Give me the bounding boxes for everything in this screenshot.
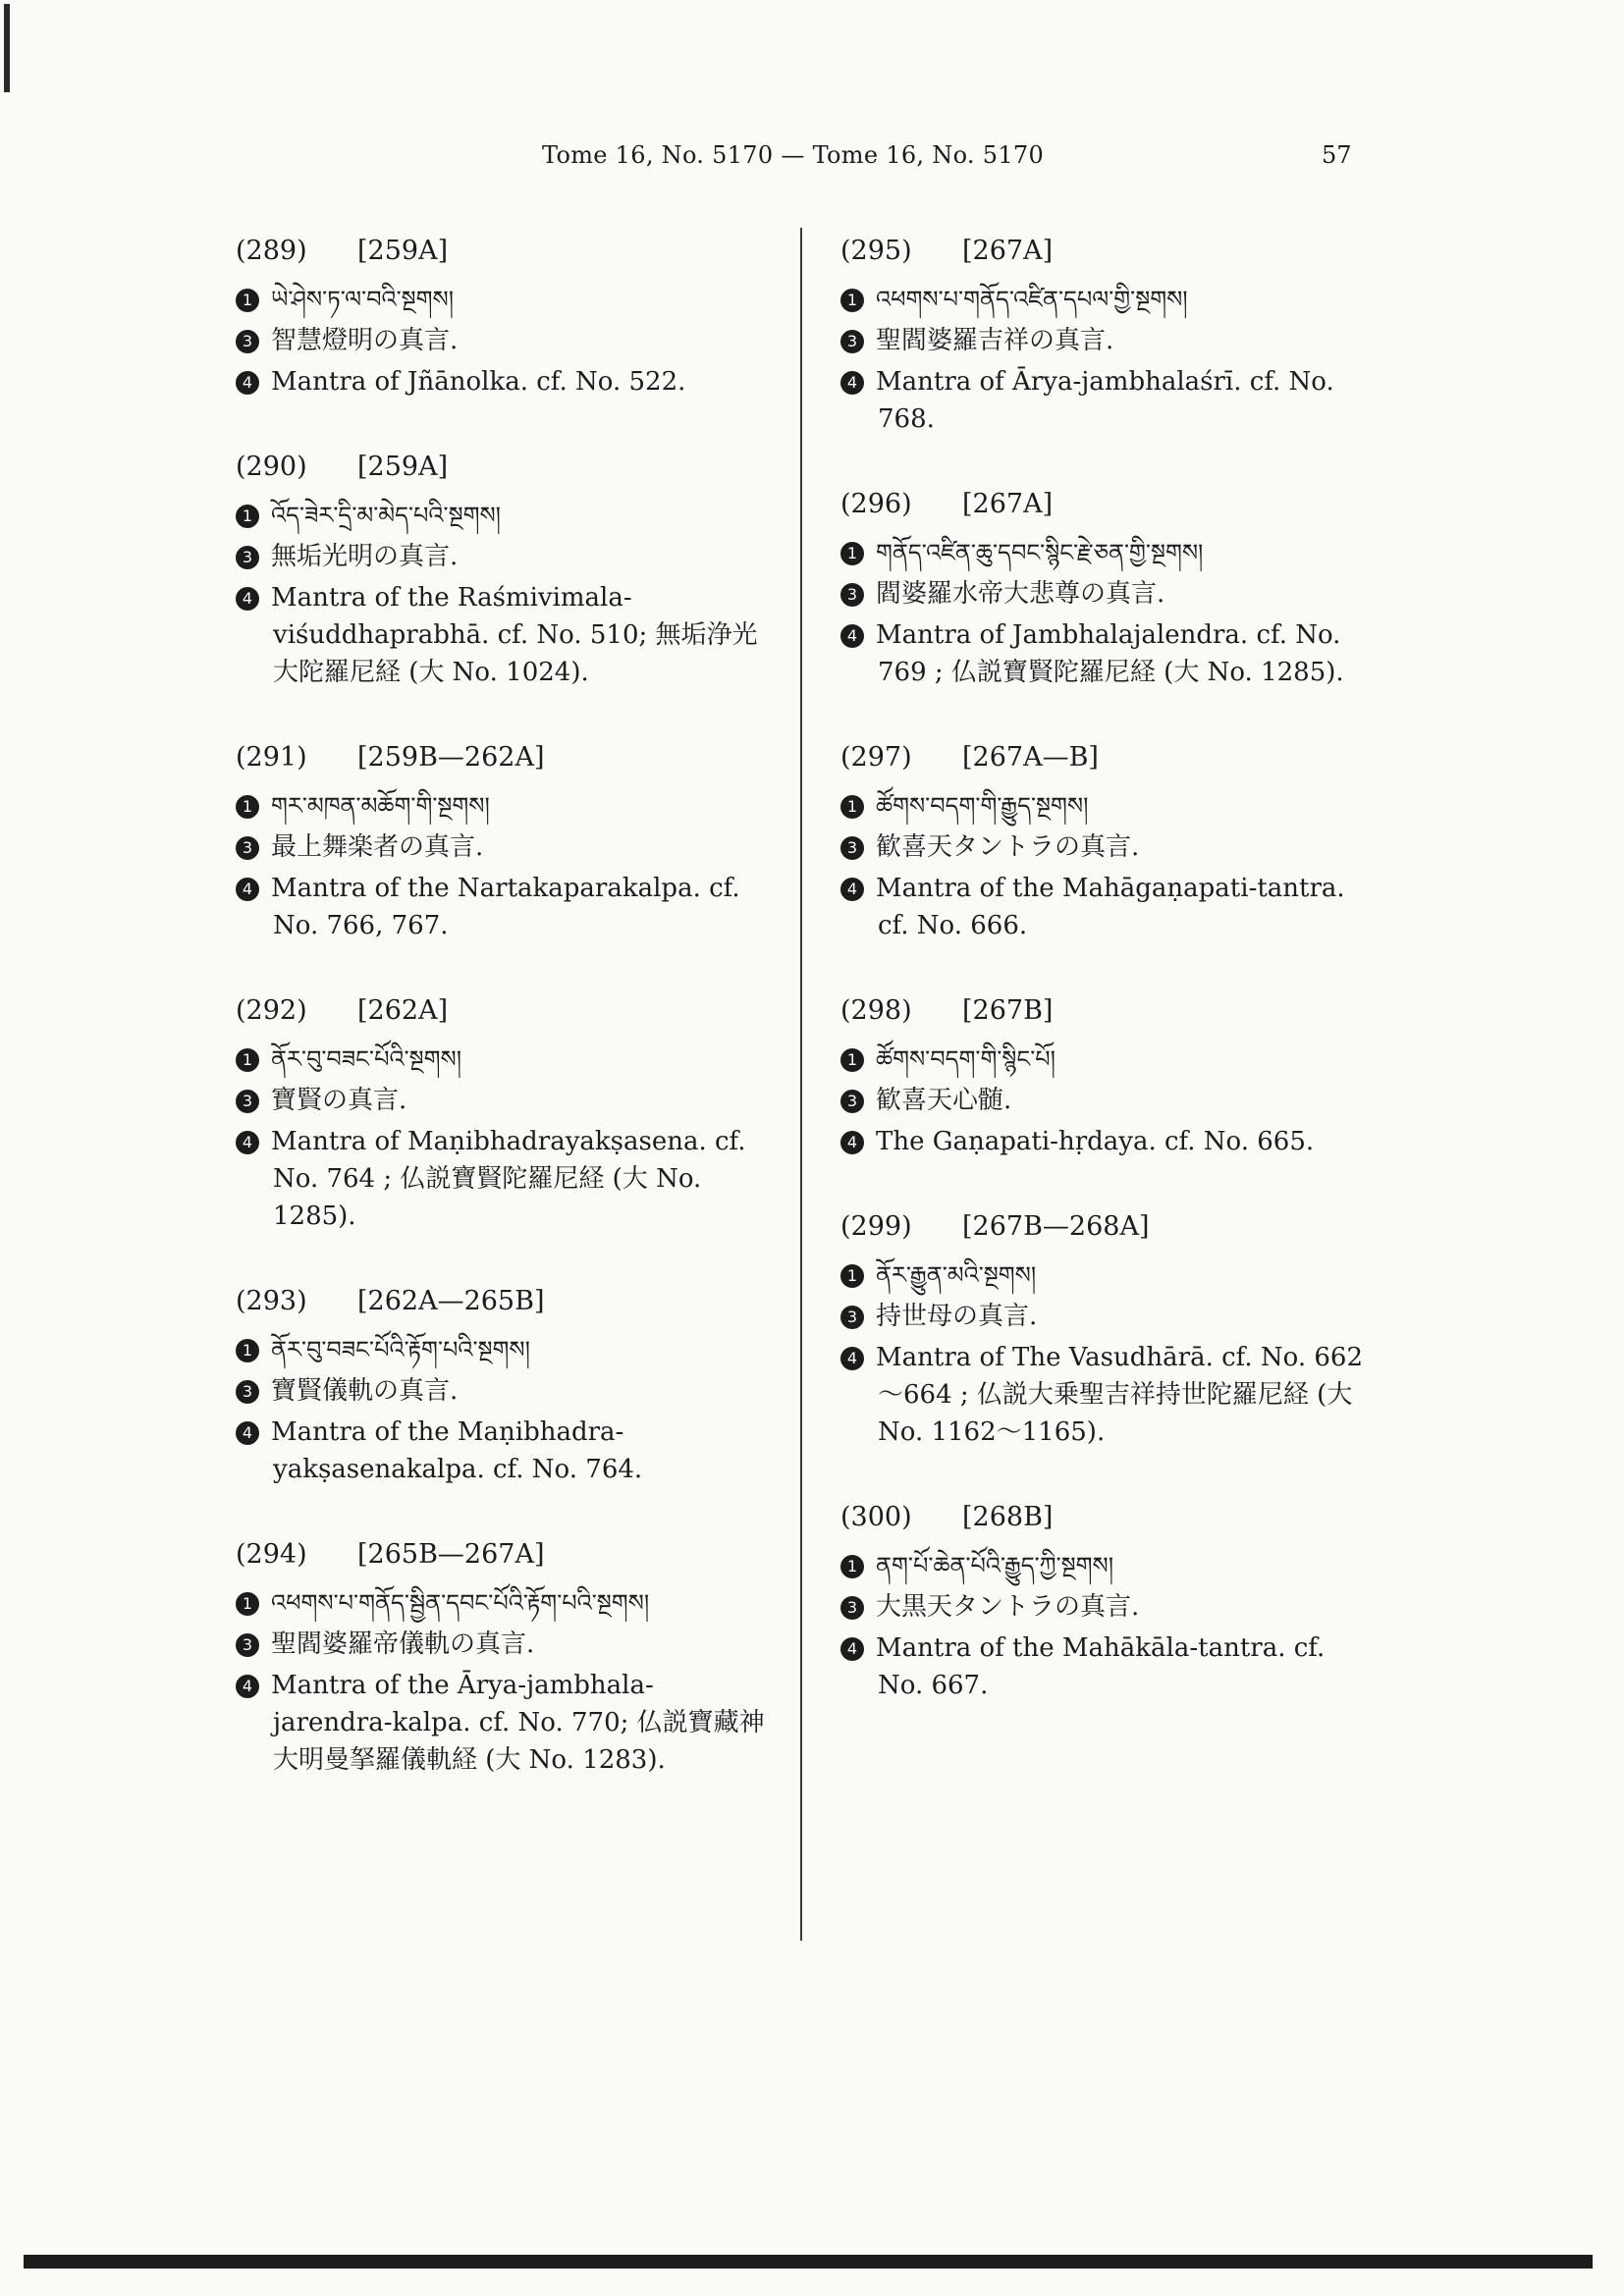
english-title	[840, 1123, 1371, 1160]
tibetan-text: གར་མཁན་མཆོག་གི་སྔགས།	[271, 792, 490, 820]
marker-3-icon: 3	[840, 330, 864, 353]
marker-4-icon: 4	[236, 1131, 259, 1154]
entry-heading	[236, 442, 766, 493]
tibetan-title	[236, 497, 766, 534]
marker-4-icon: 4	[840, 1637, 864, 1661]
entry-number: (300)	[840, 1502, 912, 1532]
tibetan-title	[840, 1547, 1371, 1584]
entry-heading	[840, 732, 1371, 783]
marker-1-icon: 1	[840, 795, 864, 819]
entry-heading	[236, 1276, 766, 1327]
entry-number: (290)	[236, 452, 307, 482]
entry-ref: [262A]	[357, 995, 449, 1026]
entry-292	[236, 986, 766, 1235]
tibetan-title	[236, 1041, 766, 1078]
right-column	[840, 226, 1371, 1745]
left-column	[236, 226, 766, 1820]
marker-3-icon: 3	[840, 1596, 864, 1620]
entry-heading	[236, 1529, 766, 1580]
english-title	[236, 1123, 766, 1235]
entry-heading	[840, 479, 1371, 530]
entry-298	[840, 986, 1371, 1160]
japanese-title	[236, 322, 766, 359]
english-title	[840, 363, 1371, 438]
entry-297	[840, 732, 1371, 944]
tibetan-text: ཚོགས་བདག་གི་སྙིང་པོ།	[876, 1045, 1056, 1073]
english-title	[840, 1339, 1371, 1451]
tibetan-text: འཕགས་པ་གནོད་སྦྱིན་དབང་པོའི་རྟོག་པའི་སྔགས།	[271, 1589, 650, 1617]
marker-4-icon: 4	[840, 1131, 864, 1154]
tibetan-text: འོད་ཟེར་དྲི་མ་མེད་པའི་སྔགས།	[271, 502, 501, 529]
entry-number: (295)	[840, 236, 912, 266]
japanese-title	[236, 828, 766, 866]
japanese-title	[840, 575, 1371, 613]
japanese-title	[840, 1298, 1371, 1335]
marker-3-icon: 3	[840, 836, 864, 860]
marker-4-icon: 4	[236, 1675, 259, 1698]
japanese-text: 閻婆羅水帝大悲尊の真言.	[876, 579, 1165, 609]
entry-ref: [267B—268A]	[962, 1211, 1150, 1242]
header-title: Tome 16, No. 5170 — Tome 16, No. 5170	[542, 141, 1045, 169]
tibetan-title	[840, 787, 1371, 825]
marker-1-icon: 1	[236, 1592, 259, 1616]
tibetan-title	[840, 1041, 1371, 1078]
marker-1-icon: 1	[840, 289, 864, 312]
japanese-text: 聖閻婆羅帝儀軌の真言.	[271, 1629, 535, 1659]
marker-1-icon: 1	[840, 1264, 864, 1288]
marker-3-icon: 3	[236, 546, 259, 569]
entry-heading	[840, 1201, 1371, 1253]
tibetan-title	[236, 787, 766, 825]
marker-3-icon: 3	[840, 1306, 864, 1329]
corner-mark	[4, 4, 10, 92]
japanese-text: 寶賢儀軌の真言.	[271, 1376, 459, 1406]
tibetan-text: འཕགས་པ་གནོད་འཛིན་དཔལ་གྱི་སྔགས།	[876, 286, 1188, 313]
column-divider	[800, 228, 802, 1941]
marker-4-icon: 4	[236, 1421, 259, 1445]
japanese-text: 持世母の真言.	[876, 1302, 1038, 1331]
english-title	[236, 1414, 766, 1488]
entry-number: (291)	[236, 742, 307, 773]
entry-number: (293)	[236, 1286, 307, 1316]
marker-3-icon: 3	[236, 1633, 259, 1657]
entry-ref: [267A—B]	[962, 742, 1099, 773]
marker-1-icon: 1	[236, 795, 259, 819]
marker-4-icon: 4	[840, 1347, 864, 1370]
english-title	[840, 1629, 1371, 1704]
japanese-text: 聖閻婆羅吉祥の真言.	[876, 326, 1114, 355]
marker-1-icon: 1	[236, 289, 259, 312]
marker-4-icon: 4	[236, 587, 259, 611]
english-title	[236, 1667, 766, 1779]
entry-heading	[840, 986, 1371, 1037]
japanese-title	[236, 1626, 766, 1663]
marker-3-icon: 3	[840, 1090, 864, 1113]
entry-ref: [267B]	[962, 995, 1054, 1026]
tibetan-text: གནོད་འཛིན་ཆུ་དབང་སྙིང་རྗེ་ཅན་གྱི་སྔགས།	[876, 539, 1204, 566]
english-title	[236, 579, 766, 691]
japanese-text: 無垢光明の真言.	[271, 542, 459, 571]
tibetan-text: ནོར་བུ་བཟང་པོའི་སྔགས།	[271, 1045, 462, 1073]
japanese-title	[840, 828, 1371, 866]
english-text: Mantra of the Raśmivimala-viśuddhaprabhā. cf. No. 510; 無垢浄光大陀羅尼経 (大 No. 1024).	[271, 583, 758, 687]
japanese-text: 歓喜天タントラの真言.	[876, 832, 1140, 862]
entry-heading	[840, 1492, 1371, 1543]
marker-1-icon: 1	[236, 1048, 259, 1072]
japanese-title	[840, 1082, 1371, 1119]
entry-ref: [262A—265B]	[357, 1286, 545, 1316]
english-text: Mantra of the Nartakaparakalpa. cf. No. 766, 767.	[271, 874, 740, 940]
entry-289	[236, 226, 766, 400]
marker-3-icon: 3	[840, 583, 864, 607]
english-text: Mantra of The Vasudhārā. cf. No. 662～664 ; 仏説大乗聖吉祥持世陀羅尼経 (大 No. 1162～1165).	[876, 1343, 1364, 1447]
entry-number: (294)	[236, 1539, 307, 1570]
japanese-title	[840, 322, 1371, 359]
english-text: Mantra of the Ārya-jambhala-jarendra-kalpa. cf. No. 770; 仏説寶藏神大明曼拏羅儀軌経 (大 No. 1283).	[271, 1671, 765, 1775]
tibetan-title	[236, 1331, 766, 1368]
entry-296	[840, 479, 1371, 691]
english-text: The Gaṇapati-hṛdaya. cf. No. 665.	[876, 1127, 1315, 1156]
english-text: Mantra of the Mahākāla-tantra. cf. No. 667.	[876, 1633, 1326, 1700]
marker-1-icon: 1	[840, 542, 864, 565]
entry-300	[840, 1492, 1371, 1704]
marker-3-icon: 3	[236, 330, 259, 353]
english-title	[236, 870, 766, 944]
tibetan-text: ནག་པོ་ཆེན་པོའི་རྒྱུད་ཀྱི་སྔགས།	[876, 1552, 1114, 1579]
marker-1-icon: 1	[840, 1048, 864, 1072]
entry-299	[840, 1201, 1371, 1451]
tibetan-text: ནོར་རྒྱུན་མའི་སྔགས།	[876, 1261, 1037, 1289]
english-title	[236, 363, 766, 400]
tibetan-title	[840, 534, 1371, 571]
entry-number: (296)	[840, 489, 912, 519]
tibetan-text: ཚོགས་བདག་གི་རྒྱུད་སྔགས།	[876, 792, 1089, 820]
marker-1-icon: 1	[236, 1339, 259, 1362]
entry-number: (298)	[840, 995, 912, 1026]
japanese-text: 智慧燈明の真言.	[271, 326, 459, 355]
entry-ref: [259A]	[357, 236, 449, 266]
japanese-text: 最上舞楽者の真言.	[271, 832, 484, 862]
tibetan-text: ཡེ་ཤེས་ཏ་ལ་བའི་སྔགས།	[271, 286, 455, 313]
tibetan-title	[236, 1584, 766, 1622]
entry-295	[840, 226, 1371, 438]
english-title	[840, 870, 1371, 944]
tibetan-title	[840, 1256, 1371, 1294]
page-header	[0, 137, 1624, 177]
entry-heading	[236, 226, 766, 277]
entry-ref: [268B]	[962, 1502, 1054, 1532]
marker-4-icon: 4	[236, 878, 259, 901]
marker-4-icon: 4	[236, 371, 259, 395]
entry-heading	[236, 986, 766, 1037]
entry-heading	[236, 732, 766, 783]
entry-ref: [267A]	[962, 236, 1054, 266]
bottom-scan-bar	[24, 2255, 1593, 2269]
entry-number: (289)	[236, 236, 307, 266]
entry-290	[236, 442, 766, 691]
entry-number: (299)	[840, 1211, 912, 1242]
tibetan-title	[840, 281, 1371, 318]
japanese-text: 歓喜天心髄.	[876, 1086, 1012, 1115]
english-text: Mantra of the Mahāgaṇapati-tantra. cf. No. 666.	[876, 874, 1345, 940]
entry-294	[236, 1529, 766, 1779]
english-text: Mantra of Ārya-jambhalaśrī. cf. No. 768.	[876, 367, 1334, 434]
english-text: Mantra of Jambhalajalendra. cf. No. 769 ; 仏説寶賢陀羅尼経 (大 No. 1285).	[876, 620, 1344, 687]
japanese-text: 寶賢の真言.	[271, 1086, 407, 1115]
page-number: 57	[1322, 141, 1352, 169]
japanese-title	[236, 1082, 766, 1119]
entry-291	[236, 732, 766, 944]
marker-1-icon: 1	[840, 1555, 864, 1578]
entry-ref: [265B—267A]	[357, 1539, 545, 1570]
marker-1-icon: 1	[236, 505, 259, 528]
japanese-text: 大黒天タントラの真言.	[876, 1592, 1140, 1622]
japanese-title	[840, 1588, 1371, 1626]
entry-number: (292)	[236, 995, 307, 1026]
english-text: Mantra of Maṇibhadrayakṣasena. cf. No. 764 ; 仏説寶賢陀羅尼経 (大 No. 1285).	[271, 1127, 746, 1231]
marker-3-icon: 3	[236, 1090, 259, 1113]
japanese-title	[236, 1372, 766, 1410]
english-text: Mantra of Jñānolka. cf. No. 522.	[271, 367, 686, 397]
english-text: Mantra of the Maṇibhadra-yakṣasenakalpa. cf. No. 764.	[271, 1417, 643, 1484]
entry-heading	[840, 226, 1371, 277]
entry-ref: [259A]	[357, 452, 449, 482]
entry-number: (297)	[840, 742, 912, 773]
tibetan-title	[236, 281, 766, 318]
entry-ref: [267A]	[962, 489, 1054, 519]
english-title	[840, 616, 1371, 691]
marker-4-icon: 4	[840, 371, 864, 395]
entry-293	[236, 1276, 766, 1488]
japanese-title	[236, 538, 766, 575]
marker-3-icon: 3	[236, 836, 259, 860]
marker-4-icon: 4	[840, 878, 864, 901]
tibetan-text: ནོར་བུ་བཟང་པོའི་རྟོག་པའི་སྔགས།	[271, 1336, 530, 1363]
marker-4-icon: 4	[840, 624, 864, 648]
entry-ref: [259B—262A]	[357, 742, 545, 773]
marker-3-icon: 3	[236, 1380, 259, 1404]
